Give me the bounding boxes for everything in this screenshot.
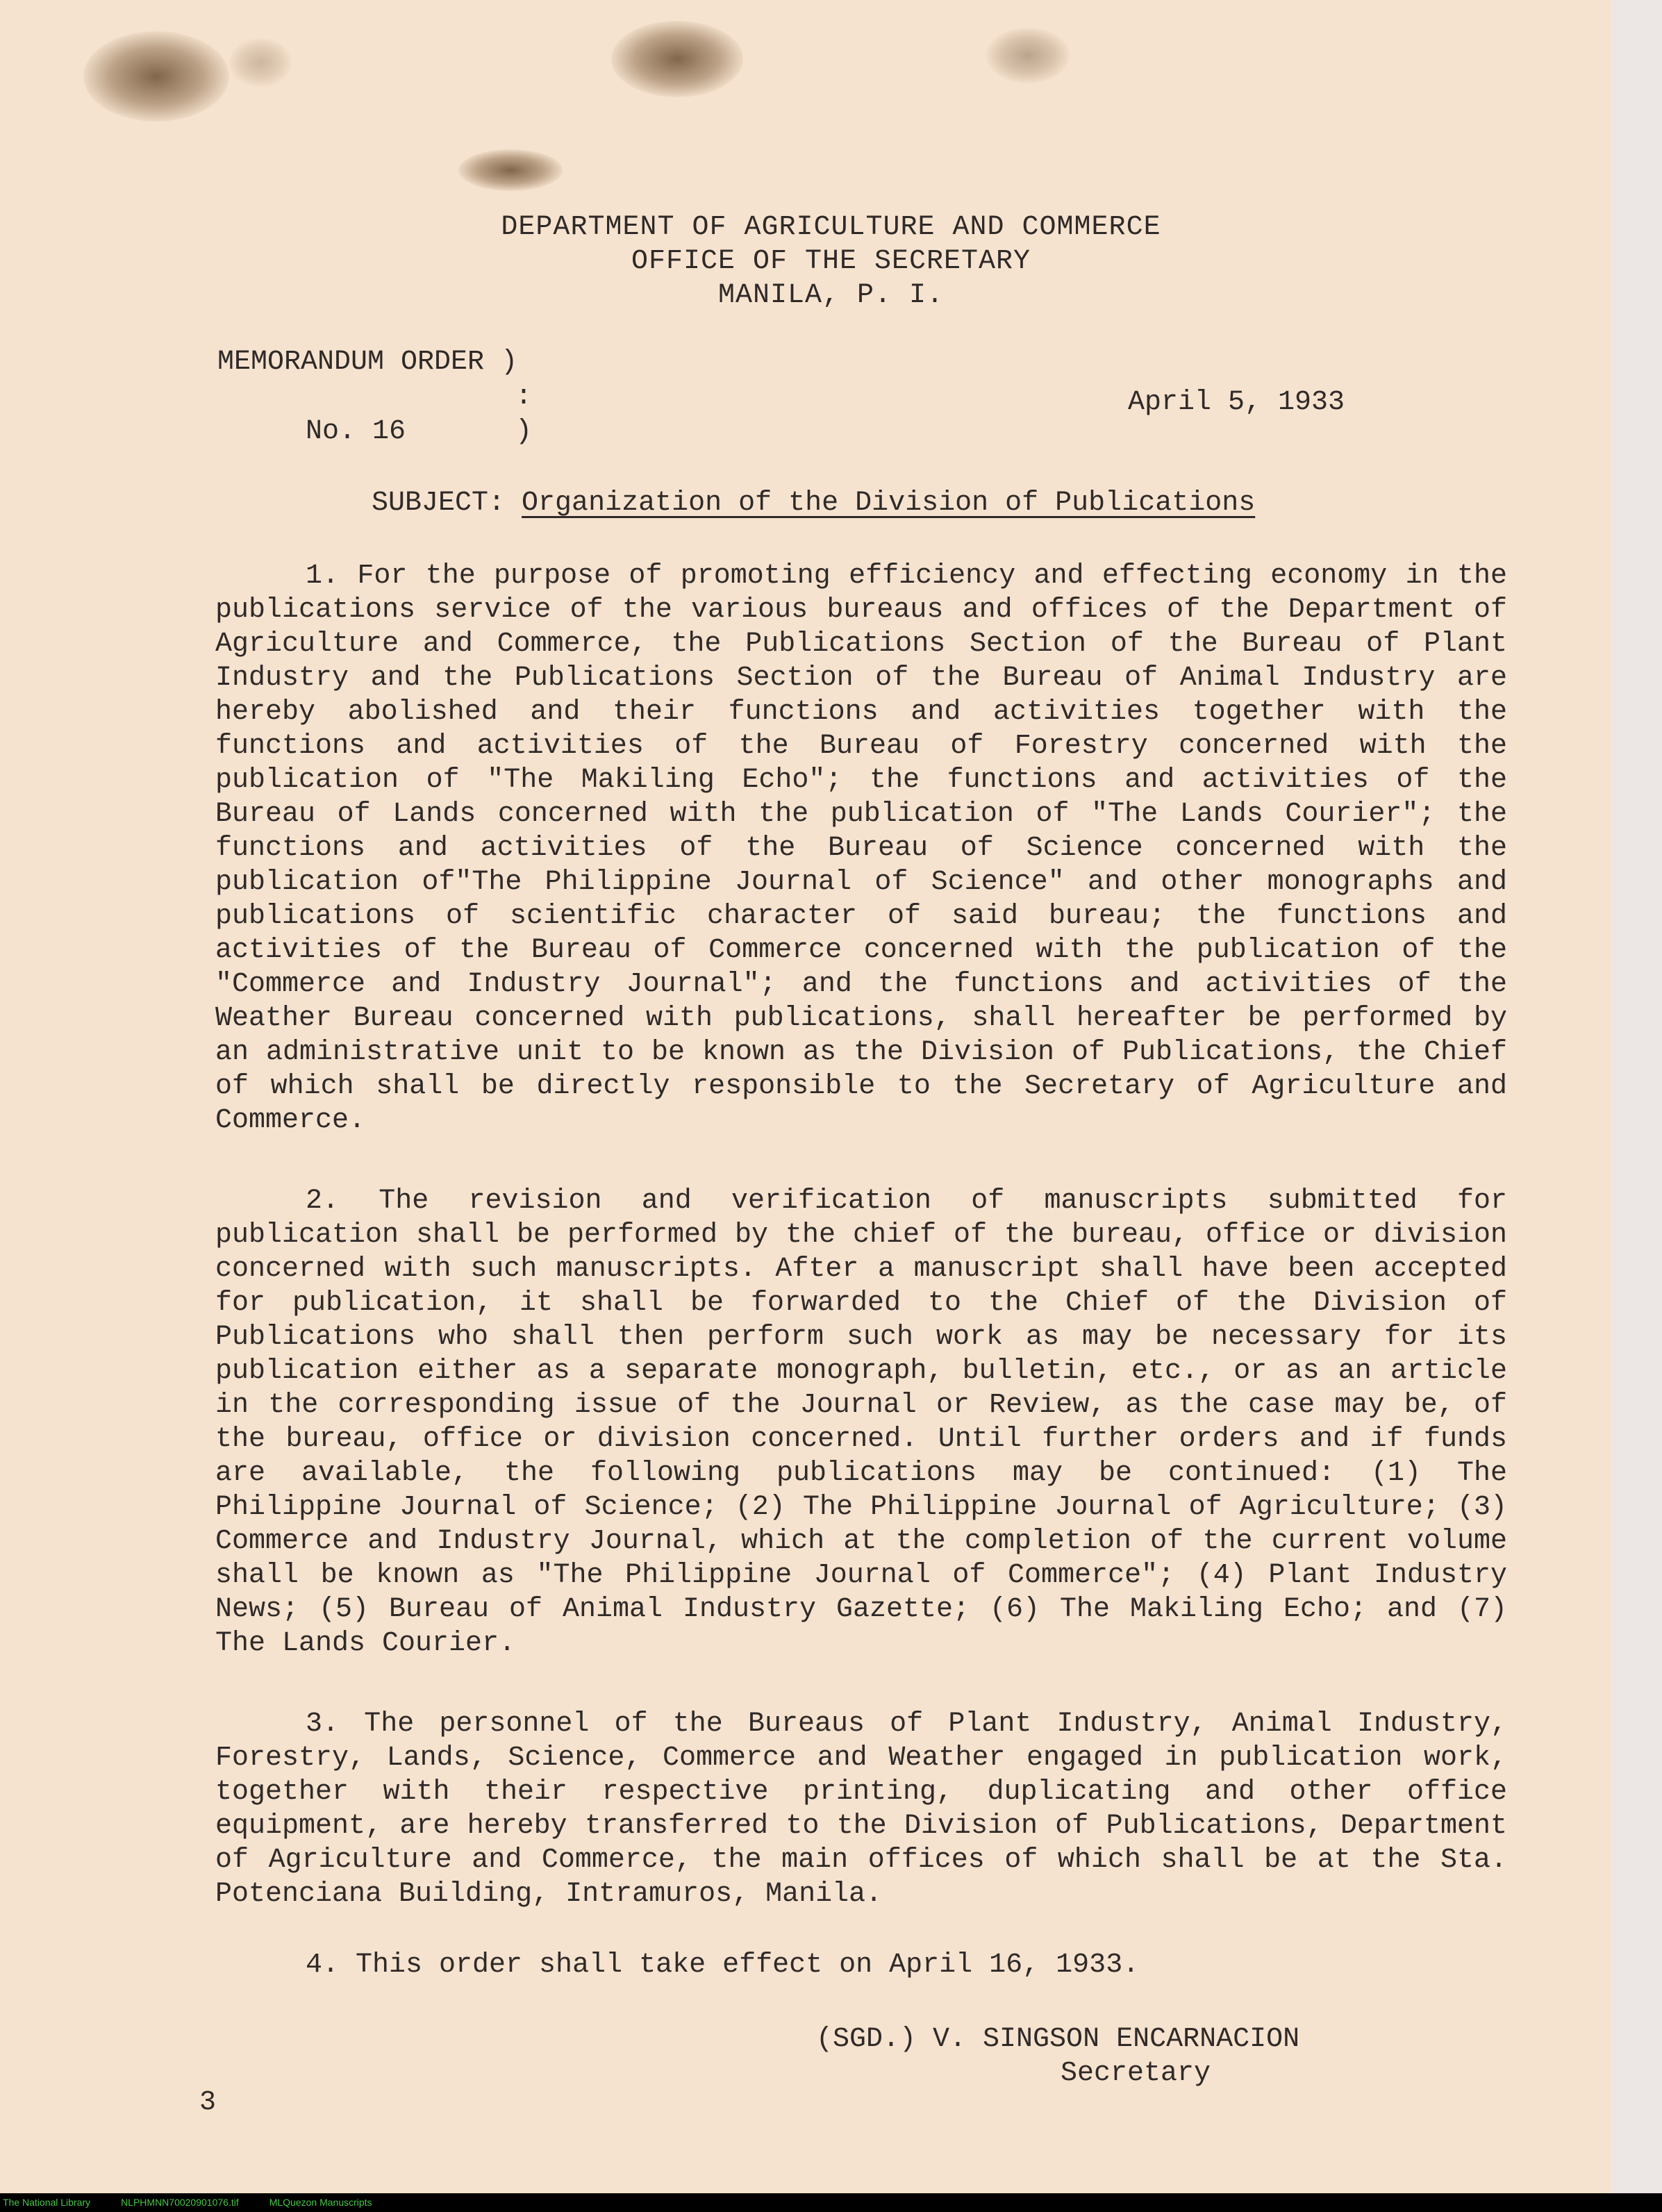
header-location: MANILA, P. I. bbox=[717, 280, 945, 311]
header-office: OFFICE OF THE SECRETARY bbox=[631, 246, 1031, 277]
page-number: 3 bbox=[199, 2087, 217, 2118]
paragraph-4: 4. This order shall take effect on April 16, 1933. bbox=[306, 1949, 1140, 1981]
paragraph-1: 1. For the purpose of promoting efficiency and effecting economy in the publications service of the various bureaus and offices of the Department of Agriculture and Commerce, the Publications Section of the Bureau of Plant Industry and the Publications Section of the Bureau of Animal Industry are hereby abolished and their functions and activities together with the functions and activities of the Bureau of Forestry concerned with the publication of "The Makiling Echo"; the functions and activities of the Bureau of Lands concerned with the publication of "The Lands Courier"; the functions and activities of the Bureau of Science concerned with the publication of"The Philippine Journal of Science" and other monographs and publications of scientific character of said bureau; the functions and activities of the Bureau of Commerce concerned with the publication of the "Commerce and Industry Journal"; and the functions and activities of the Weather Bureau concerned with publications, shall hereafter be performed by an administrative unit to be known as the Division of Publications, the Chief of which shall be directly responsible to the Secretary of Agriculture and Commerce. bbox=[215, 560, 1507, 1136]
memorandum-order-title: MEMORANDUM ORDER ) bbox=[217, 347, 518, 378]
memorandum-number: No. 16 bbox=[306, 416, 406, 447]
paper-stain bbox=[458, 149, 563, 191]
paragraph-2: 2. The revision and verification of manuscripts submitted for publication shall be performed by the chief of the bureau, office or division concerned with such manuscripts. After a manuscript shall have been accepted for publication, it shall be forwarded to the Chief of the Division of Publications who shall then perform such work as may be necessary for its publication either as a separate monograph, bulletin, etc., or as an article in the corresponding issue of the Journal or Review, as the case may be, of the bureau, office or division concerned. Until further orders and if funds are available, the following publications may be continued: (1) The Philippine Journal of Science; (2) The Philippine Journal of Agriculture; (3) Commerce and Industry Journal, which at the completion of the current volume shall be known as "The Philippine Journal of Commerce"; (4) Plant Industry News; (5) Bureau of Animal Industry Gazette; (6) The Makiling Echo; and (7) The Lands Courier. bbox=[215, 1186, 1507, 1659]
subject-line bbox=[372, 486, 1255, 520]
paper-stain bbox=[611, 21, 743, 97]
footer-collection: MLQuezon Manuscripts bbox=[269, 2197, 372, 2208]
subject-value: Organization of the Division of Publications bbox=[522, 488, 1256, 519]
paper-stain bbox=[986, 28, 1070, 83]
signature-title: Secretary bbox=[1061, 2058, 1211, 2089]
scan-background-edge bbox=[1611, 0, 1662, 2193]
header-department: DEPARTMENT OF AGRICULTURE AND COMMERCE bbox=[501, 212, 1161, 243]
paragraph-3: 3. The personnel of the Bureaus of Plant Industry, Animal Industry, Forestry, Lands, Science, Commerce and Weather engaged in publication work, together with their respective printing, duplicating and other office equipment, are hereby transferred to the Division of Publications, Department of Agriculture and Commerce, the main offices of which shall be at the Sta. Potenciana Building, Intramuros, Manila. bbox=[215, 1708, 1507, 1910]
order-date: April 5, 1933 bbox=[1128, 387, 1345, 418]
footer-library: The National Library bbox=[3, 2197, 91, 2208]
paper-stain bbox=[83, 31, 229, 122]
signature-name: (SGD.) V. SINGSON ENCARNACION bbox=[816, 2024, 1300, 2055]
footer-file: NLPHMNN70020901076.tif bbox=[121, 2197, 239, 2208]
scan-footer bbox=[0, 2193, 1662, 2212]
paper-stain bbox=[229, 38, 292, 87]
memorandum-paren: ) bbox=[515, 416, 533, 447]
subject-label: SUBJECT: bbox=[372, 488, 506, 519]
memorandum-colon: : bbox=[515, 381, 533, 413]
